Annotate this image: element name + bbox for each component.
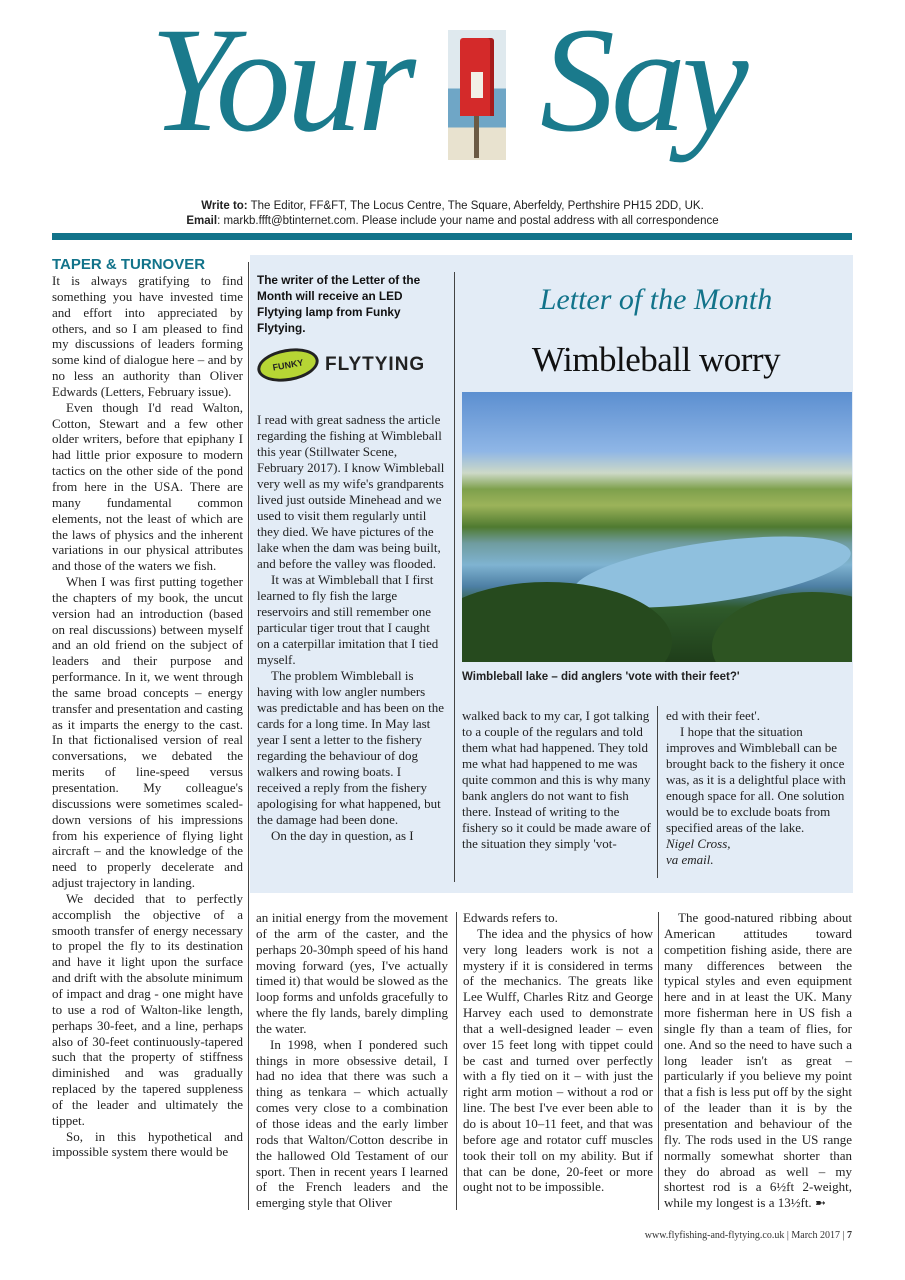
- page-number: 7: [847, 1230, 852, 1241]
- footer-issue: March 2017: [791, 1230, 840, 1241]
- paragraph: [664, 910, 852, 1211]
- letter-column-a: [257, 412, 445, 844]
- postbox-illustration: [448, 30, 506, 160]
- logo-badge: FUNKY: [255, 344, 322, 386]
- paragraph: Edwards refers to.: [463, 910, 558, 925]
- article-column-2: [256, 910, 448, 1211]
- paragraph: I hope that the situation improves and Wimbleball can be brought back to the fishery it once was, as it is a delightful place with enough space for all. One solution would be to exclude boats from specified areas of the lake.: [666, 724, 846, 835]
- paragraph: We decided that to perfectly accomplish the objective of a smooth transfer of energy necessary to propel the fly to its destination and have it light upon the surface and drift with the absolute minimum of impact and drag - one might have to use a rod of Walton-like length, perhaps 30-feet, and a line, perhaps also of 30-feet continuously-tapered such that the property of stiffness diminished and was gradually replaced by the tapered suppleness of the leader and ultimately the tippet.: [52, 890, 243, 1128]
- paragraph: The problem Wimbleball is having with low angler numbers was predictable and has been on the cards for a long time. In May last year I sent a letter to the fishery regarding the behaviour of dog walkers and rowing boats. I received a reply from the fishery apologising for what happened, but the damage had been done.: [257, 668, 444, 827]
- paragraph: It was at Wimbleball that I first learned to fly fish the large reservoirs and still remember one particular tiger trout that I caught on a caterpillar imitation that I tied myself.: [257, 572, 439, 667]
- wimbleball-lake-photo: [462, 392, 852, 662]
- footer-url: www.flyfishing-and-flytying.co.uk: [644, 1230, 785, 1241]
- paragraph: In 1998, when I pondered such things in more obsessive detail, I had no idea that there was such a thing as tenkara – which actually comes very close to a combination of those ideas and the early limber rods that Walton/Cotton describe in the hallowed Old Testament of our sport. Then in recent years I learned of the French leaders and the emerging style that Oliver: [256, 1036, 448, 1211]
- paragraph: Even though I'd read Walton, Cotton, Stewart and a few other older writers, before that epiphany I had little prior exposure to modern tactics on the other side of the pond from here in the USA. There are many fundamental common elements, not the least of which are the laws of physics and the inherent variations in our physical attributes and those of the waters we fish.: [52, 399, 243, 574]
- contact-address: [0, 200, 905, 212]
- footer-separator: |: [839, 1230, 847, 1241]
- logo-word: FLYTYING: [325, 354, 426, 375]
- column-divider: [658, 912, 659, 1210]
- letter-headline: Wimbleball worry: [531, 340, 781, 379]
- column-divider: [454, 272, 455, 882]
- signature-name: Nigel Cross,: [666, 836, 731, 851]
- column-divider: [248, 262, 249, 1210]
- header-rule: [52, 233, 852, 240]
- paragraph: It is always gratifying to find something you have invested time and effort into appreciated by others, and so I am pleased to find my discussions of leaders forming some kind of dialogue here – and by no less an authority than Oliver Edwards (Letters, February issue).: [52, 273, 243, 399]
- masthead-title-left: Your: [150, 0, 413, 163]
- paragraph: On the day in question, as I: [271, 828, 414, 843]
- continue-arrow-icon: ➼: [814, 1195, 826, 1211]
- article-column-1: [52, 256, 243, 1160]
- email-text: : markb.ffft@btinternet.com. Please include your name and postal address with all correspondence: [217, 215, 719, 227]
- paragraph: I read with great sadness the article regarding the fishing at Wimbleball this year (Stillwater Scene, February 2017). I know Wimbleball very well as my wife's grandparents lived just outside Minehead and we used to visit them regularly until they died. We have pictures of the lake when the dam was being built, and before the valley was flooded.: [257, 412, 445, 571]
- email-label: Email: [186, 215, 218, 227]
- paragraph-text: The good-natured ribbing about American attitudes toward competition fishing aside, there are many differences between the typical styles and even equipment here and in at least the UK. Many more fisherman here in US fish a single fly than a team of flies, for one. And so the need to have such a long leader isn't as great – particularly if you believe my point that a fish is less put off by the sight of the leader than it is by the presentation and behaviour of the fly. The rods used in the US range normally somewhat shorter than they do abroad as well – my shortest rod is a 6½ft 2-weight, while my longest is a 13½ft.: [664, 910, 852, 1211]
- letter-column-b: [462, 708, 652, 852]
- signature-via: va email.: [666, 852, 714, 867]
- article-column-4: [664, 910, 852, 1211]
- section-title: Letter of the Month: [539, 283, 773, 316]
- masthead-title-right: Say: [540, 0, 745, 163]
- footer-separator: |: [784, 1230, 792, 1241]
- paragraph: So, in this hypothetical and impossible system there would be: [52, 1128, 243, 1160]
- write-to-label: Write to:: [201, 200, 248, 212]
- paragraph: an initial energy from the movement of the arm of the caster, and the perhaps 20-30mph speed of his hand moving forward (yes, I've actually timed it) that would be slowed as the loop forms and unfolds gracefully to where the fly lands, barely dimpling the water.: [256, 910, 448, 1036]
- paragraph: walked back to my car, I got talking to a couple of the regulars and told them what had happened. They told me what had happened to me was quite common and this is why many bank anglers do not want to fish there. Instead of writing to the fishery so it could be made aware of the situation they simply 'vot-: [462, 708, 651, 851]
- paragraph: The idea and the physics of how very long leaders work is not a mystery if it is considered in terms of the mechanics. The greats like Lee Wulff, Charles Ritz and George Harvey each used to demonstrate that a well-designed leader – even over 15 feet long with tippet could be cast and turned over perfectly with a fly tied on it – with just the right arm motion – without a rod or line. The best I've ever been able to do is about 10–11 feet, and that was before age and rotator cuff muscles took their toll on my ability. But if that can be done, 20-feet or more ought not to be impossible.: [463, 925, 653, 1195]
- paragraph: When I was first putting together the chapters of my book, the uncut version had an introduction (based on real discussions) between myself and an old friend on the subject of leaders and their purpose and performance. In it, we went through the same broad concepts – energy transfer and presentation and casting as it imparts the energy to the cast. In that fictionalised version of real conversations, we debated the merits of line-speed versus presentation. My colleague's discussions were sometimes scaled-down versions of his impressions from his experience of flying light aircraft – and the knowledge of the need to properly decelerate and adjust trajectory in landing.: [52, 574, 243, 891]
- paragraph: ed with their feet'.: [666, 708, 761, 723]
- masthead: [0, 0, 905, 195]
- page-footer: [560, 1230, 852, 1241]
- article-heading: TAPER & TURNOVER: [52, 256, 206, 273]
- prize-notice: The writer of the Letter of the Month will receive an LED Flytying lamp from Funky Flytying.: [257, 273, 421, 335]
- write-to-address: The Editor, FF&FT, The Locus Centre, The Square, Aberfeldy, Perthshire PH15 2DD, UK.: [247, 200, 704, 212]
- article-column-3: [463, 910, 653, 1195]
- column-divider: [456, 912, 457, 1210]
- funky-flytying-logo: [255, 345, 445, 385]
- photo-caption: Wimbleball lake – did anglers 'vote with their feet?': [462, 671, 740, 683]
- contact-email: [0, 215, 905, 227]
- column-divider: [657, 706, 658, 878]
- letter-column-c: [666, 708, 852, 868]
